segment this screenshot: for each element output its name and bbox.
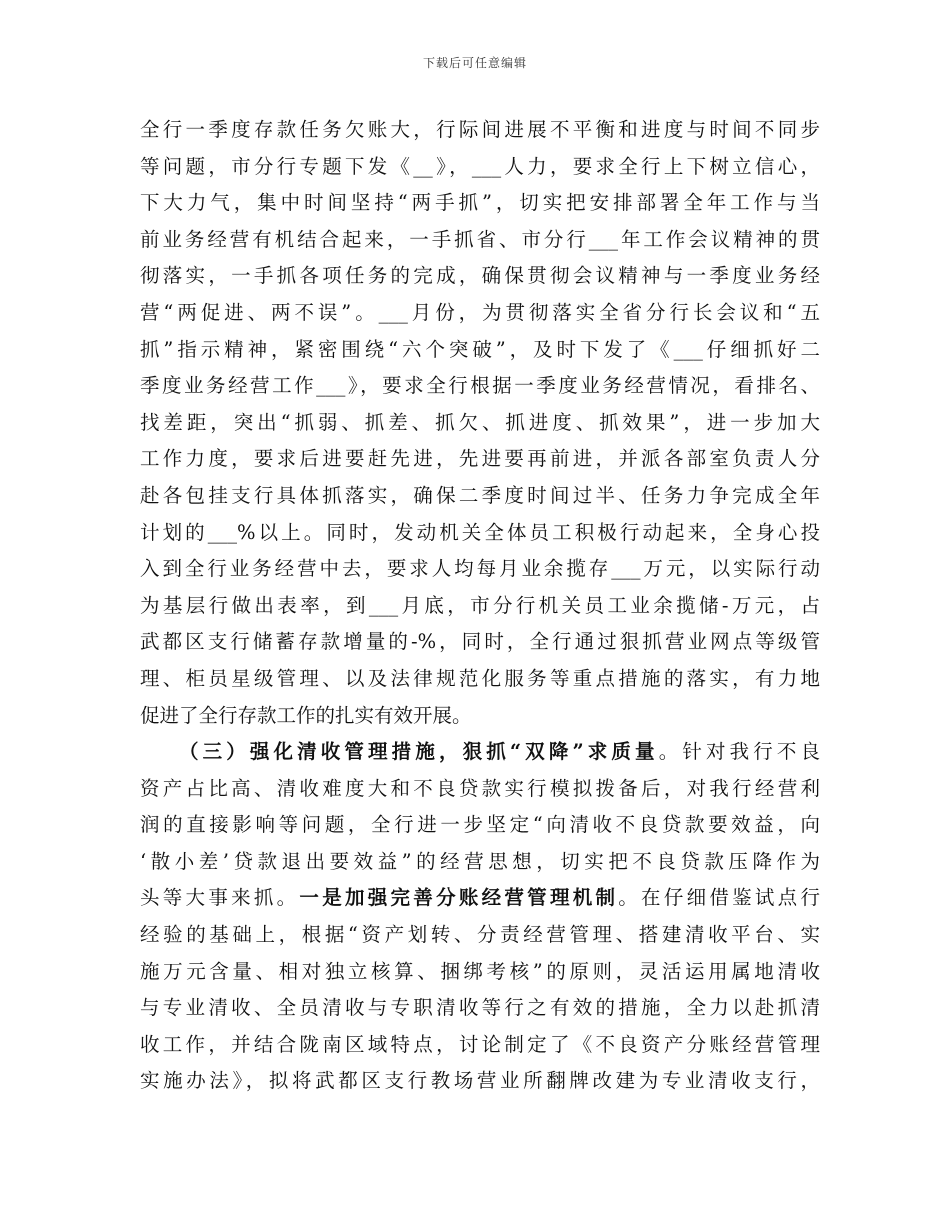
point-one-lead: 头等大事来抓。 — [140, 886, 300, 910]
document-body — [140, 112, 820, 1100]
paragraph-line: 入到全行业务经营中去，要求人均每月业余揽存___万元，以实际行动 — [140, 557, 820, 581]
paragraph-line: 工作力度，要求后进要赶先进，先进要再前进，并派各部室负责人分 — [140, 447, 820, 471]
page-header: 下载后可任意编辑 — [422, 56, 527, 70]
paragraph-line: 资产占比高、清收难度大和不良贷款实行模拟拨备后，对我行经营利 — [140, 776, 820, 800]
point-one-heading: 一是加强完善分账经营管理机制 — [299, 886, 619, 910]
point-one-tail: 。在仔细借鉴试点行 — [618, 886, 820, 910]
section-heading-line — [140, 734, 820, 771]
paragraph-line: 下大力气，集中时间坚持“两手抓”，切实把安排部署全年工作与当 — [140, 191, 820, 215]
paragraph-line: 实施办法》，拟将武都区支行教场营业所翻牌改建为专业清收支行， — [140, 1069, 820, 1093]
paragraph-line: 武都区支行储蓄存款增量的-%，同时，全行通过狠抓营业网点等级管 — [140, 630, 820, 654]
paragraph-line: 找差距，突出“抓弱、抓差、抓欠、抓进度、抓效果”，进一步加大 — [140, 410, 820, 434]
paragraph-line: ‘散小差’贷款退出要效益”的经营思想，切实把不良贷款压降作为 — [140, 849, 820, 873]
paragraph-line: 理、柜员星级管理、以及法律规范化服务等重点措施的落实，有力地 — [140, 666, 820, 690]
paragraph-line: 彻落实，一手抓各项任务的完成，确保贯彻会议精神与一季度业务经 — [140, 264, 820, 288]
paragraph-line: 与专业清收、全员清收与专职清收等行之有效的措施，全力以赴抓清 — [140, 996, 820, 1020]
paragraph-line: 计划的___%以上。同时，发动机关全体员工积极行动起来，全身心投 — [140, 520, 820, 544]
paragraph-line: 经验的基础上，根据“资产划转、分责经营管理、搭建清收平台、实 — [140, 923, 820, 947]
point-one-line — [140, 880, 820, 917]
paragraph-line: 赴各包挂支行具体抓落实，确保二季度时间过半、任务力争完成全年 — [140, 483, 820, 507]
paragraph-line: 等问题，市分行专题下发《__》，___人力，要求全行上下树立信心， — [140, 154, 820, 178]
paragraph-line: 全行一季度存款任务欠账大，行际间进展不平衡和进度与时间不同步 — [140, 118, 820, 141]
paragraph-line: 促进了全行存款工作的扎实有效开展。 — [140, 703, 472, 727]
paragraph-line: 收工作，并结合陇南区域特点，讨论制定了《不良资产分账经营管理 — [140, 1032, 820, 1056]
section-heading: （三）强化清收管理措施，狠抓“双降”求质量 — [179, 740, 659, 764]
paragraph-line: 前业务经营有机结合起来，一手抓省、市分行___年工作会议精神的贯 — [140, 227, 820, 251]
paragraph-line: 润的直接影响等问题，全行进一步坚定“向清收不良贷款要效益，向 — [140, 813, 820, 837]
paragraph-line: 施万元含量、相对独立核算、捆绑考核”的原则，灵活运用属地清收 — [140, 959, 820, 983]
paragraph-line: 为基层行做出表率，到___月底，市分行机关员工业余揽储-万元，占 — [140, 593, 820, 617]
section-heading-tail: 。针对我行不良 — [658, 740, 820, 764]
paragraph-line: 季度业务经营工作___》，要求全行根据一季度业务经营情况，看排名、 — [140, 374, 820, 398]
paragraph-line: 营“两促进、两不误”。___月份，为贯彻落实全省分行长会议和“五 — [140, 300, 820, 324]
paragraph-line: 抓”指示精神，紧密围绕“六个突破”，及时下发了《___仔细抓好二 — [140, 337, 820, 361]
